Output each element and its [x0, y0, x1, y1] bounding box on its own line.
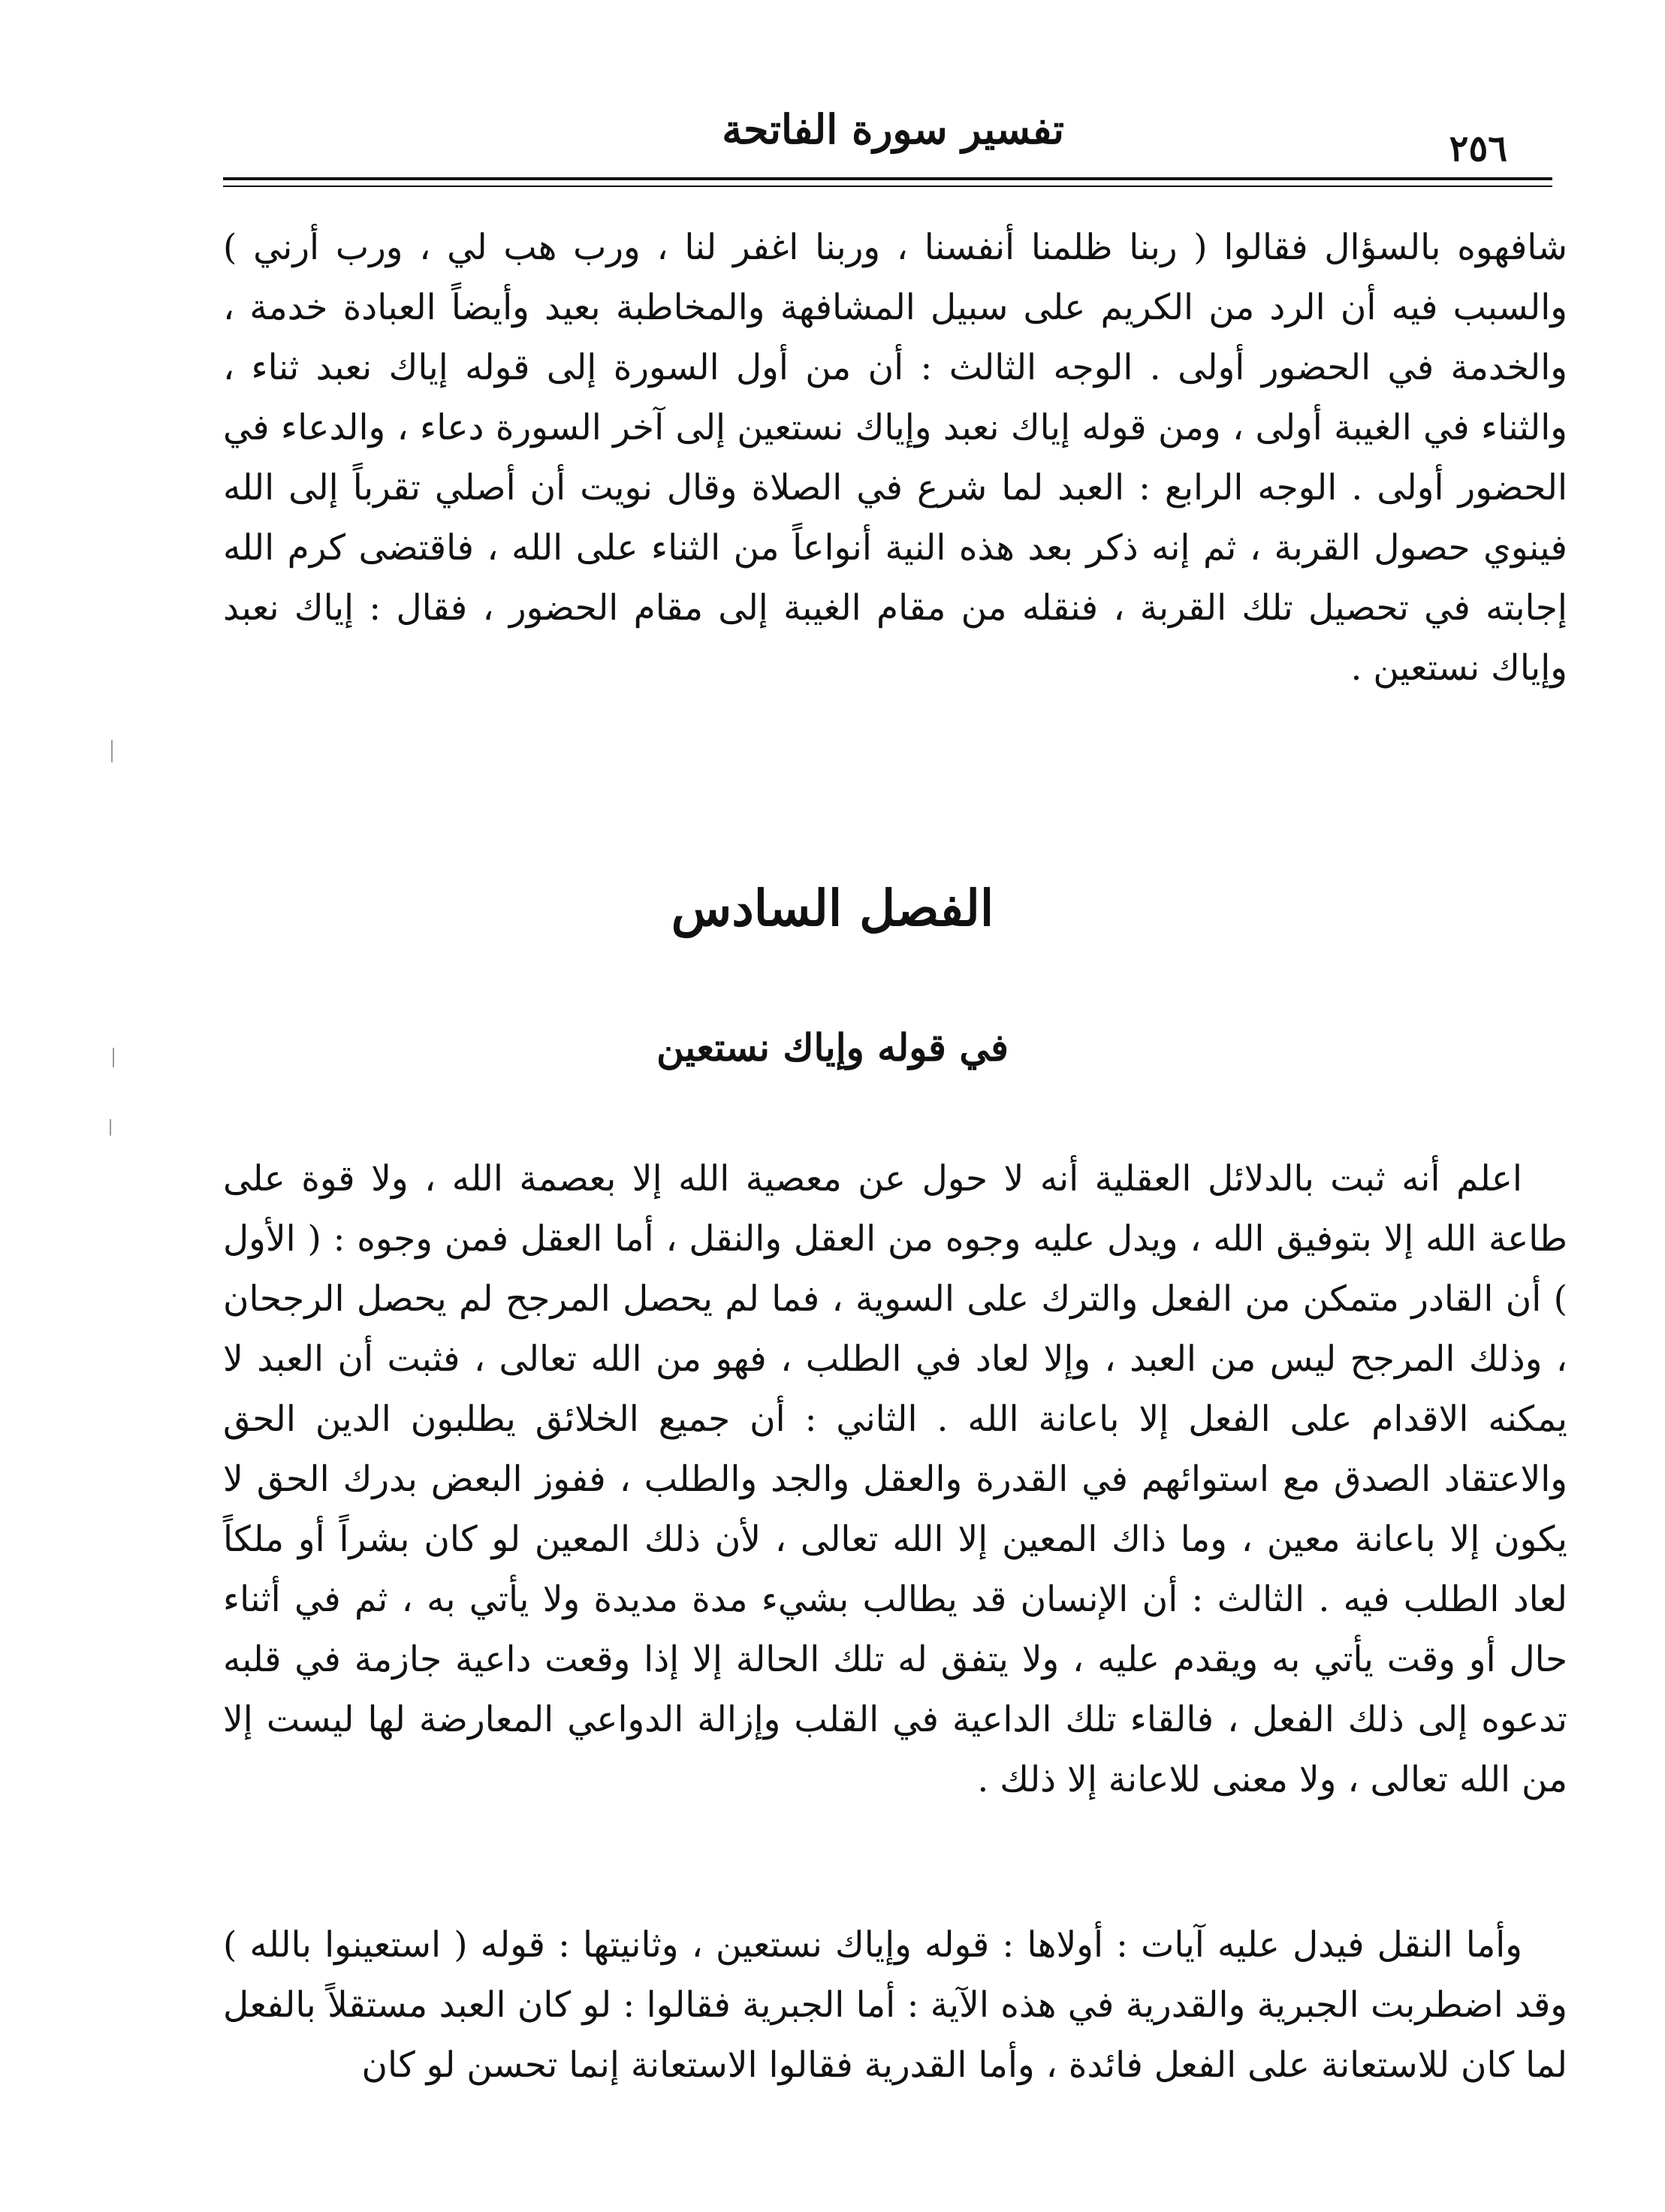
- scan-speck: [110, 1119, 111, 1136]
- chapter-title: الفصل السادس: [671, 879, 994, 937]
- paragraph-2: [223, 1149, 1567, 1810]
- paragraph-1: [223, 218, 1567, 699]
- paragraph-3-text: وأما النقل فيدل عليه آيات : أولاها : قوله وإياك نستعين ، وثانيتها : قوله ( استعينوا بالله ) وقد اضطربت الجبرية والقدرية في هذه الآية : أما الجبرية فقالوا : لو كان العبد مستقلاً بالفعل لما كان للاستعانة على الفعل فائدة ، وأما القدرية فقالوا الاستعانة إنما تحسن لو كان: [223, 1924, 1567, 2086]
- chapter-subtitle: في قوله وإياك نستعين: [656, 1025, 1009, 1070]
- paragraph-2-text: اعلم أنه ثبت بالدلائل العقلية أنه لا حول عن معصية الله إلا بعصمة الله ، ولا قوة على طاعة الله إلا بتوفيق الله ، ويدل عليه وجوه من العقل والنقل ، أما العقل فمن وجوه : ( الأول ) أن القادر متمكن من الفعل والترك على السوية ، فما لم يحصل المرجح لم يحصل الرجحان ، وذلك المرجح ليس من العبد ، وإلا لعاد في الطلب ، فهو من الله تعالى ، فثبت أن العبد لا يمكنه الاقدام على الفعل إلا باعانة الله . الثاني : أن جميع الخلائق يطلبون الدين الحق والاعتقاد الصدق مع استوائهم في القدرة والعقل والجد والطلب ، ففوز البعض بدرك الحق لا يكون إلا باعانة معين ، وما ذاك المعين إلا الله تعالى ، لأن ذلك المعين لو كان بشراً أو ملكاً لعاد الطلب فيه . الثالث : أن الإنسان قد يطالب بشيء مدة مديدة ولا يأتي به ، ثم في أثناء حال أو وقت يأتي به ويقدم عليه ، ولا يتفق له تلك الحالة إلا إذا وقعت داعية جازمة في قلبه تدعوه إلى ذلك الفعل ، فالقاء تلك الداعية في القلب وإزالة الدواعي المعارضة لها ليست إلا من الله تعالى ، ولا معنى للاعانة إلا ذلك .: [223, 1158, 1567, 1800]
- paragraph-1-text: شافهوه بالسؤال فقالوا ( ربنا ظلمنا أنفسنا ، وربنا اغفر لنا ، ورب هب لي ، ورب أرني ) والسبب فيه أن الرد من الكريم على سبيل المشافهة والمخاطبة بعيد وأيضاً العبادة خدمة ، والخدمة في الحضور أولى . الوجه الثالث : أن من أول السورة إلى قوله إياك نعبد ثناء ، والثناء في الغيبة أولى ، ومن قوله إياك نعبد وإياك نستعين إلى آخر السورة دعاء ، والدعاء في الحضور أولى . الوجه الرابع : العبد لما شرع في الصلاة وقال نويت أن أصلي تقرباً إلى الله فينوي حصول القربة ، ثم إنه ذكر بعد هذه النية أنواعاً من الثناء على الله ، فاقتضى كرم الله إجابته في تحصيل تلك القربة ، فنقله من مقام الغيبة إلى مقام الحضور ، فقال : إياك نعبد وإياك نستعين .: [223, 227, 1567, 689]
- running-title: تفسير سورة الفاتحة: [722, 105, 1064, 153]
- paragraph-3: [223, 1915, 1567, 2096]
- running-header: [223, 98, 1552, 180]
- header-rule: [223, 177, 1552, 180]
- scan-speck: [111, 740, 113, 762]
- page-number: ٢٥٦: [1449, 128, 1507, 170]
- scan-speck: [113, 1048, 114, 1067]
- header-rule-thin: [223, 186, 1552, 187]
